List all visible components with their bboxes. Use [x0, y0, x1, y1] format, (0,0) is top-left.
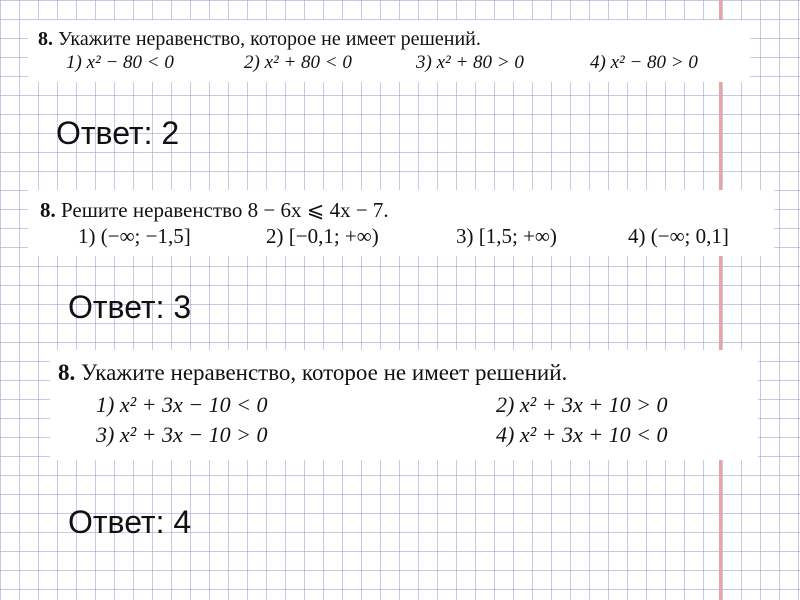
question-card-3 — [50, 350, 758, 460]
option-2: 2) x² + 3x + 10 > 0 — [496, 392, 668, 417]
question-text: Укажите неравенство, которое не имеет решений. — [58, 28, 481, 50]
answer-2: Ответ: 3 — [68, 289, 192, 325]
question-card-2 — [28, 190, 774, 256]
option-3: 3) [1,5; +∞) — [456, 224, 557, 248]
question-title — [40, 198, 389, 223]
option-4: 4) x² + 3x + 10 < 0 — [496, 422, 668, 447]
question-number: 8. — [40, 198, 56, 222]
option-3: 3) x² + 80 > 0 — [416, 52, 524, 73]
question-number: 8. — [38, 28, 53, 50]
question-title — [38, 28, 481, 51]
question-card-1 — [28, 20, 750, 82]
option-2: 2) [−0,1; +∞) — [266, 224, 379, 248]
option-2: 2) x² + 80 < 0 — [244, 52, 352, 73]
question-text: Решите неравенство 8 − 6x ⩽ 4x − 7. — [61, 198, 389, 222]
answer-3: Ответ: 4 — [68, 504, 192, 540]
question-title — [58, 360, 567, 386]
option-1: 1) (−∞; −1,5] — [78, 224, 191, 248]
question-number: 8. — [58, 360, 76, 385]
option-1: 1) x² + 3x − 10 < 0 — [96, 392, 268, 417]
answer-1: Ответ: 2 — [56, 115, 180, 151]
option-4: 4) (−∞; 0,1] — [628, 224, 729, 248]
option-1: 1) x² − 80 < 0 — [66, 52, 174, 73]
question-text: Укажите неравенство, которое не имеет решений. — [81, 360, 568, 385]
option-4: 4) x² − 80 > 0 — [590, 52, 698, 73]
notebook-margin-line — [719, 0, 722, 600]
option-3: 3) x² + 3x − 10 > 0 — [96, 422, 268, 447]
